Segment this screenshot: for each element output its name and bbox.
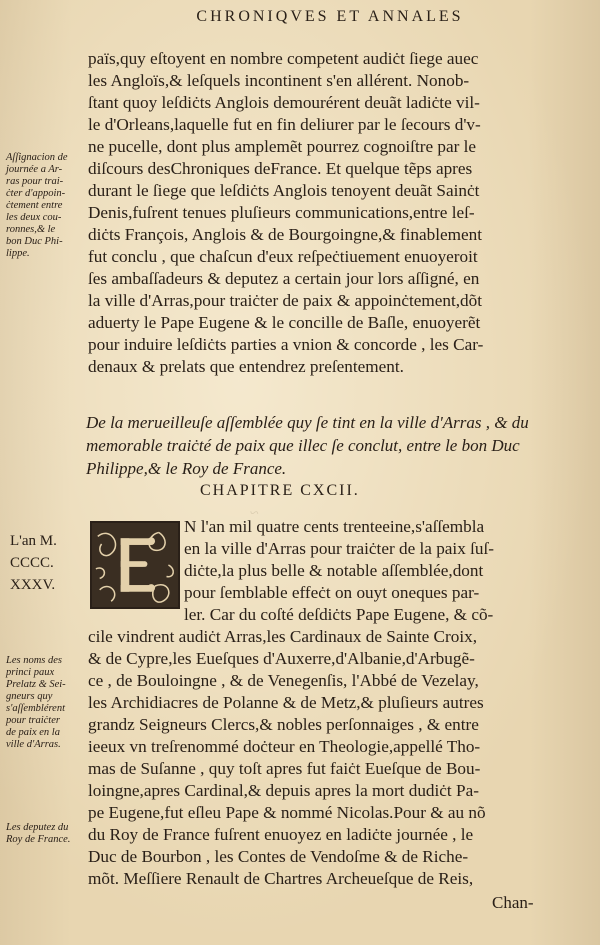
margin-note-line: Les deputez du [6, 822, 69, 833]
heading-line: De la merueilleuſe aſſemblée quy ſe tint en la ville d'Arras , & du [86, 413, 529, 432]
catchword: Chan- [492, 893, 534, 912]
text-line: ler. Car du coſté deſdiċts Pape Eugene, & cõ- [184, 605, 494, 624]
margin-note-line: Roy de France. [6, 834, 71, 845]
margin-note-prelates [6, 655, 88, 751]
text-line: ieeux vn treſrenommé doċteur en Theologie,appellé Tho- [88, 737, 481, 756]
text-line: & de Cypre,les Eueſques d'Auxerre,d'Albanie,d'Arbugẽ- [88, 649, 475, 668]
margin-note-line: Aſſignacion de [6, 152, 68, 163]
text-line: ce , de Bouloingne , & de Venegenſis, l'Abbé de Vezelay, [88, 671, 479, 690]
text-line: denaux & prelats que entendrez preſentement. [88, 357, 404, 376]
margin-note-line: les deux cou- [6, 212, 62, 223]
margin-note-deputies [6, 822, 88, 846]
margin-note-line: pour traiċter [6, 715, 60, 726]
heading-line: Philippe,& le Roy de France. [86, 459, 287, 478]
text-line: pe Eugene,fut eſleu Pape & nommé Nicolas.Pour & au nõ [88, 803, 486, 822]
margin-note-assignation [6, 152, 88, 260]
margin-year [10, 530, 57, 596]
text-line: en la ville d'Arras pour traiċter de la paix ſuſ- [184, 539, 494, 558]
margin-note-line: ras pour trai- [6, 176, 64, 187]
margin-note-line: de paix en la [6, 727, 60, 738]
text-line: loingne,apres Cardinal,& depuis apres la mort dudiċt Pa- [88, 781, 479, 800]
text-line: pour ſemblable effeċt on ouyt oneques par- [184, 583, 480, 602]
text-line: ſtant quoy leſdiċts Anglois demourérent deuãt ladiċte vil- [88, 93, 480, 112]
margin-year-line: CCCC. [10, 555, 54, 571]
margin-year-line: XXXV. [10, 577, 56, 593]
text-line: pour induire leſdiċts parties a vnion & concorde , les Car- [88, 335, 484, 354]
text-line: la ville d'Arras,pour traiċter de paix & appoinċtement,dõt [88, 291, 482, 310]
text-line: mas de Suſanne , quy toſt apres fut faiċt Eueſque de Bou- [88, 759, 481, 778]
chapter-title: CHAPITRE CXCII. [200, 482, 360, 499]
body-text [88, 48, 546, 378]
margin-year-line: L'an M. [10, 533, 57, 549]
margin-note-line: ronnes,& le [6, 224, 56, 235]
text-line: diċte,la plus belle & notable aſſemblée,dont [184, 561, 484, 580]
margin-note-line: ċtement entre [6, 200, 63, 211]
text-line: païs,quy eſtoyent en nombre competent audiċt ſiege auec [88, 49, 479, 68]
margin-note-line: princi paux [6, 667, 55, 678]
text-line: les Angloïs,& leſquels incontinent s'en allérent. Nonob- [88, 71, 470, 90]
text-line: Duc de Bourbon , les Contes de Vendoſme & de Riche- [88, 847, 469, 866]
text-line: aduerty le Pape Eugene & le concille de Baſle, enuoyerẽt [88, 313, 481, 332]
text-line: mõt. Meſſiere Renault de Chartres Archeueſque de Reis, [88, 869, 474, 888]
text-line: cile vindrent audiċt Arras,les Cardinaux de Sainte Croix, [88, 627, 478, 646]
margin-note-line: Prelatz & Sei- [6, 679, 66, 690]
text-line: ne pucelle, dont plus amplemẽt pourrez cognoiſtre par le [88, 137, 477, 156]
margin-note-line: bon Duc Phi- [6, 236, 63, 247]
margin-note-line: Les noms des [6, 655, 63, 666]
margin-note-line: ville d'Arras. [6, 739, 61, 750]
margin-note-line: lippe. [6, 248, 30, 259]
chapter-body [88, 516, 546, 890]
text-line: ſes ambaſſadeurs & deputez a certain jour lors aſſigné, en [88, 269, 480, 288]
text-line: diċts François, Anglois & de Bourgoingne,& finablement [88, 225, 482, 244]
bleed-through-text: ~ [250, 505, 259, 522]
text-line: du Roy de France fuſrent enuoyez en ladiċte journée , le [88, 825, 474, 844]
text-line: le d'Orleans,laquelle fut en fin deliurer par le ſecours d'v- [88, 115, 481, 134]
heading-line: memorable traiċté de paix que illec ſe conclut, entre le bon Duc [86, 436, 520, 455]
running-head: CHRONIQVES ET ANNALES [196, 8, 464, 25]
text-line: fut conclu , que chaſcun d'eux reſpeċtiuement enuoyeroit [88, 247, 478, 266]
margin-note-line: ċter d'appoin- [6, 188, 66, 199]
text-line: durant le ſiege que leſdiċts Anglois tenoyent deuãt Sainċt [88, 181, 480, 200]
section-heading [86, 411, 556, 480]
text-line: Denis,fuſrent tenues pluſieurs communications,entre leſ- [88, 203, 475, 222]
margin-note-line: s'aſſemblérent [6, 703, 66, 714]
margin-note-line: gneurs quy [6, 691, 53, 702]
text-line: diſcours desChroniques deFrance. Et quelque tẽps apres [88, 159, 473, 178]
margin-note-line: journée a Ar- [6, 164, 63, 175]
text-line: les Archidiacres de Polanne & de Metz,& pluſieurs autres [88, 693, 484, 712]
text-line: N l'an mil quatre cents trenteeine,s'aſſembla [184, 517, 485, 536]
text-line: grandz Seigneurs Clercs,& nobles perſonnaiges , & entre [88, 715, 479, 734]
